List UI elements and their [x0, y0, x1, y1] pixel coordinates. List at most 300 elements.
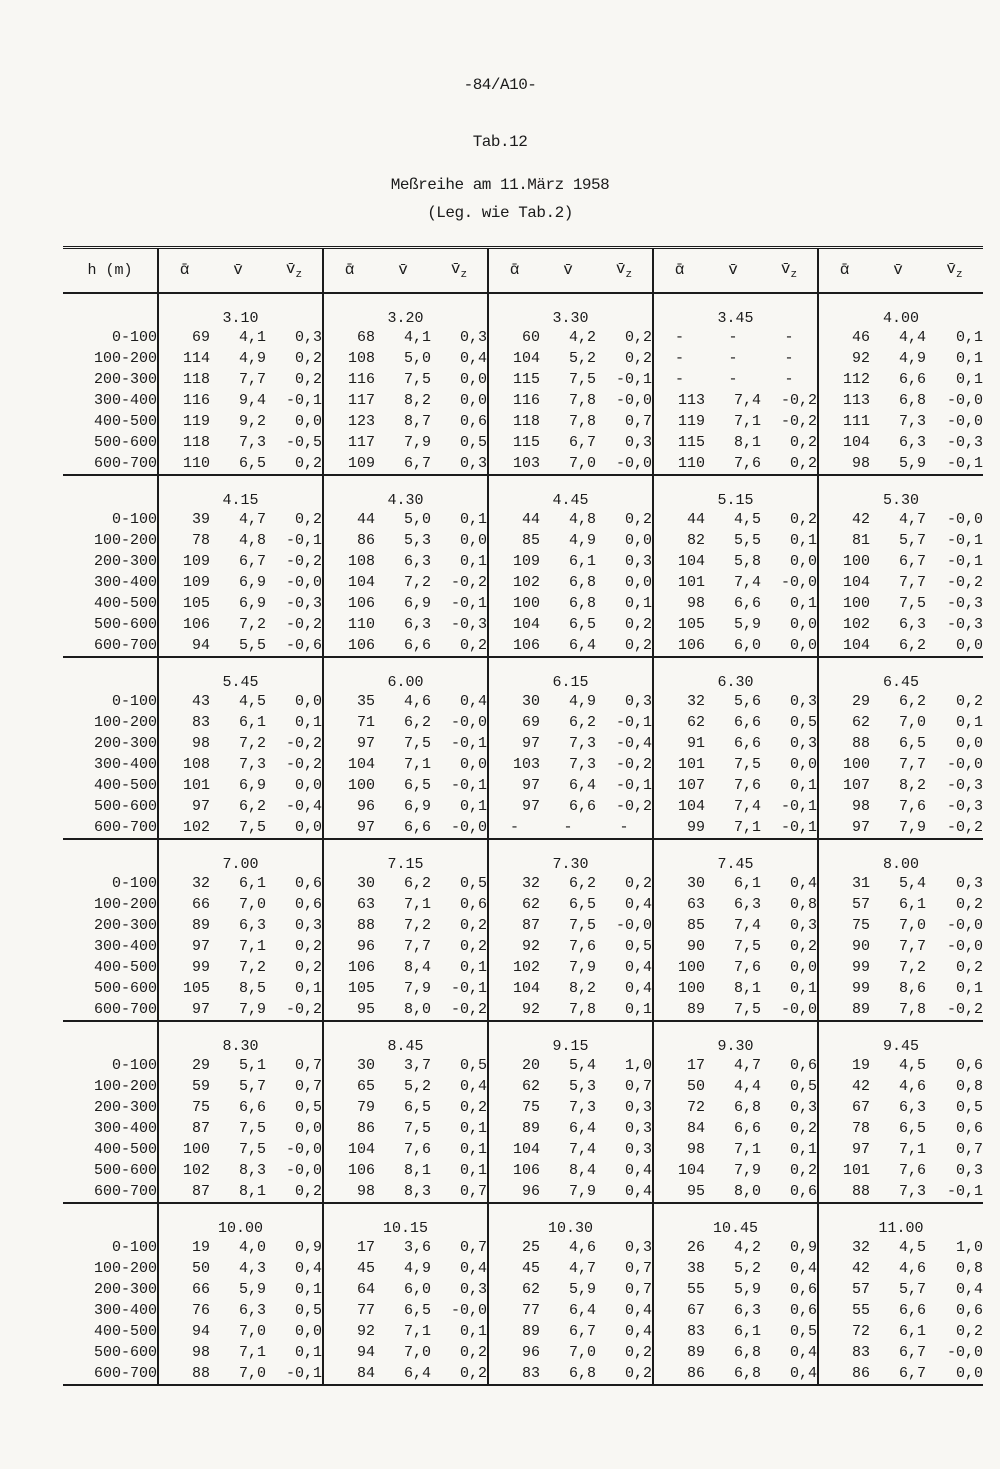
vz-value: 0,6 — [789, 1280, 817, 1298]
alpha-value: 45 — [488, 1258, 540, 1279]
v-header: v̄ — [728, 261, 738, 280]
vz-value: 0,1 — [459, 1140, 487, 1158]
alpha-value: 69 — [488, 712, 540, 733]
time-block — [63, 475, 983, 657]
alpha-value: 29 — [818, 691, 870, 712]
alpha-value: 104 — [488, 978, 540, 999]
alpha-value: 106 — [323, 635, 375, 657]
alpha-value: 104 — [323, 754, 375, 775]
alpha-value: 98 — [653, 593, 705, 614]
alpha-value: 90 — [818, 936, 870, 957]
time-label: 4.30 — [323, 475, 488, 509]
alpha-value: 62 — [653, 712, 705, 733]
v-value: 6,8 — [733, 1343, 761, 1361]
table-row — [63, 1321, 983, 1342]
vz-value: 0,2 — [624, 349, 652, 367]
vz-value: 0,7 — [459, 1182, 487, 1200]
v-value: 8,1 — [733, 433, 761, 451]
alpha-value: 89 — [158, 915, 210, 936]
alpha-value: 102 — [158, 817, 210, 839]
alpha-value: 98 — [323, 1181, 375, 1203]
height-range-cell: 200-300 — [93, 916, 157, 934]
v-value: 4,5 — [733, 510, 761, 528]
table-row — [63, 1300, 983, 1321]
alpha-value: 111 — [818, 411, 870, 432]
v-value: 7,1 — [733, 1140, 761, 1158]
alpha-value: 105 — [653, 614, 705, 635]
alpha-value: 104 — [323, 1139, 375, 1160]
v-value: 6,3 — [898, 1098, 926, 1116]
vz-value: 0,9 — [789, 1238, 817, 1256]
vz-value: 0,0 — [294, 412, 322, 430]
table-row — [63, 796, 983, 817]
time-row — [63, 1203, 983, 1237]
vz-value: -0,0 — [946, 937, 983, 955]
vz-value: 0,7 — [459, 1238, 487, 1256]
vz-value: -0,2 — [285, 755, 322, 773]
alpha-value: 118 — [158, 432, 210, 453]
v-value: 5,3 — [403, 531, 431, 549]
alpha-value: 57 — [818, 894, 870, 915]
alpha-value: 88 — [323, 915, 375, 936]
alpha-value: 39 — [158, 509, 210, 530]
alpha-value: 78 — [158, 530, 210, 551]
alpha-value: 83 — [488, 1363, 540, 1385]
alpha-value: 97 — [818, 817, 870, 839]
alpha-value: 109 — [488, 551, 540, 572]
vz-value: 0,6 — [294, 874, 322, 892]
table-row — [63, 957, 983, 978]
alpha-value: 91 — [653, 733, 705, 754]
vz-value: -0,1 — [450, 776, 487, 794]
vz-value: 0,5 — [789, 1322, 817, 1340]
height-range-cell: 400-500 — [93, 412, 157, 430]
alpha-value: 98 — [818, 453, 870, 475]
alpha-value: 116 — [158, 390, 210, 411]
vz-value: 0,4 — [789, 1259, 817, 1277]
vz-value: 0,5 — [955, 1098, 983, 1116]
alpha-value: 117 — [323, 432, 375, 453]
v-value: 7,0 — [898, 916, 926, 934]
vz-value: 0,2 — [459, 1364, 487, 1382]
vz-value: 0,3 — [789, 692, 817, 710]
alpha-value: 92 — [323, 1321, 375, 1342]
height-range-cell: 0-100 — [111, 328, 157, 346]
v-value: 6,4 — [403, 1364, 431, 1382]
v-value: 6,4 — [568, 1301, 596, 1319]
alpha-value: 95 — [653, 1181, 705, 1203]
time-row — [63, 657, 983, 691]
v-value: 7,6 — [898, 797, 926, 815]
vz-value: 0,2 — [955, 1322, 983, 1340]
table-row — [63, 999, 983, 1021]
vz-value: 0,3 — [955, 1161, 983, 1179]
v-value: 7,6 — [898, 1161, 926, 1179]
v-value: 7,1 — [403, 895, 431, 913]
vz-main-symbol: v̄ — [780, 259, 791, 278]
alpha-value: 66 — [158, 1279, 210, 1300]
alpha-value: 100 — [158, 1139, 210, 1160]
vz-value: 0,9 — [294, 1238, 322, 1256]
table-row — [63, 1181, 983, 1203]
vz-value: -0,3 — [946, 797, 983, 815]
alpha-value: 69 — [158, 327, 210, 348]
v-value: 4,8 — [238, 531, 266, 549]
vz-value: 0,3 — [789, 1098, 817, 1116]
time-block — [63, 1203, 983, 1385]
height-range-cell: 500-600 — [93, 1343, 157, 1361]
alpha-value: 68 — [323, 327, 375, 348]
vz-value: -0,2 — [615, 755, 652, 773]
vz-value: 0,2 — [624, 636, 652, 654]
header-row — [63, 248, 983, 293]
vz-value: 0,1 — [459, 1119, 487, 1137]
time-label: 6.00 — [323, 657, 488, 691]
v-value: 4,7 — [238, 510, 266, 528]
v-value: 4,9 — [403, 1259, 431, 1277]
table-row — [63, 453, 983, 475]
alpha-value: 60 — [488, 327, 540, 348]
v-value: 7,9 — [733, 1161, 761, 1179]
v-value: 7,6 — [733, 958, 761, 976]
height-range-cell: 300-400 — [93, 1301, 157, 1319]
height-range-cell: 500-600 — [93, 797, 157, 815]
vz-value: 0,2 — [294, 370, 322, 388]
alpha-value: 100 — [818, 593, 870, 614]
v-value: 8,0 — [403, 1000, 431, 1018]
v-value: 8,5 — [238, 979, 266, 997]
alpha-value: 94 — [158, 635, 210, 657]
table-row — [63, 1139, 983, 1160]
alpha-value: 83 — [818, 1342, 870, 1363]
time-label: 9.15 — [488, 1021, 653, 1055]
v-value: 7,7 — [238, 370, 266, 388]
v-value: 6,1 — [733, 874, 761, 892]
alpha-value: 92 — [818, 348, 870, 369]
v-value: 6,3 — [403, 552, 431, 570]
v-value: 8,1 — [403, 1161, 431, 1179]
vz-value: 0,1 — [459, 797, 487, 815]
time-block — [63, 293, 983, 475]
vz-value: 0,4 — [459, 349, 487, 367]
vz-value: -0,2 — [285, 734, 322, 752]
vz-value: -0,1 — [450, 979, 487, 997]
v-value: 7,9 — [238, 1000, 266, 1018]
measurement-table — [63, 246, 983, 1386]
time-row-spacer — [63, 293, 158, 327]
table-row — [63, 1097, 983, 1118]
height-range-cell: 500-600 — [93, 1161, 157, 1179]
time-label: 5.30 — [818, 475, 983, 509]
alpha-value: 101 — [653, 754, 705, 775]
alpha-value: 89 — [818, 999, 870, 1021]
alpha-value: 87 — [488, 915, 540, 936]
vz-value: 0,1 — [789, 531, 817, 549]
vz-value: 0,1 — [294, 1343, 322, 1361]
alpha-value: 45 — [323, 1258, 375, 1279]
table-row — [63, 1076, 983, 1097]
alpha-value: 17 — [323, 1237, 375, 1258]
vz-value: - — [784, 328, 794, 346]
v-value: 6,4 — [568, 1119, 596, 1137]
alpha-value: 96 — [323, 796, 375, 817]
table-row — [63, 894, 983, 915]
height-range-cell: 0-100 — [111, 1056, 157, 1074]
vz-value: -0,3 — [946, 615, 983, 633]
v-value: 5,3 — [568, 1077, 596, 1095]
height-range-cell: 0-100 — [111, 1238, 157, 1256]
vz-value: 0,2 — [294, 349, 322, 367]
v-value: 6,2 — [898, 636, 926, 654]
table-row — [63, 754, 983, 775]
alpha-value: 86 — [323, 1118, 375, 1139]
vz-value: -0,1 — [946, 1182, 983, 1200]
vz-value: -0,2 — [285, 552, 322, 570]
v-value: 6,3 — [898, 615, 926, 633]
alpha-value: 50 — [653, 1076, 705, 1097]
v-value: 6,9 — [238, 594, 266, 612]
v-value: 7,4 — [568, 1140, 596, 1158]
vz-value: 0,4 — [459, 692, 487, 710]
time-row — [63, 475, 983, 509]
vz-value: 0,7 — [624, 1259, 652, 1277]
vz-value: -0,2 — [285, 1000, 322, 1018]
vz-value: 0,6 — [955, 1119, 983, 1137]
v-value: 5,0 — [403, 510, 431, 528]
alpha-value: 86 — [323, 530, 375, 551]
height-range-cell: 600-700 — [93, 1000, 157, 1018]
v-value: 4,7 — [733, 1056, 761, 1074]
vz-value: 0,2 — [789, 510, 817, 528]
alpha-value: 75 — [818, 915, 870, 936]
v-value: 8,2 — [568, 979, 596, 997]
alpha-value: 97 — [488, 775, 540, 796]
vz-value: 0,0 — [459, 370, 487, 388]
alpha-value: 104 — [653, 551, 705, 572]
alpha-value: 106 — [158, 614, 210, 635]
alpha-value: 32 — [488, 873, 540, 894]
alpha-value: 100 — [488, 593, 540, 614]
vz-value: -0,2 — [946, 573, 983, 591]
time-label: 4.00 — [818, 293, 983, 327]
vz-value: 0,0 — [294, 1322, 322, 1340]
v-value: 3,6 — [403, 1238, 431, 1256]
alpha-value: 97 — [818, 1139, 870, 1160]
vz-value: 0,1 — [955, 349, 983, 367]
table-row — [63, 369, 983, 390]
v-value: 6,6 — [733, 594, 761, 612]
v-value: 6,6 — [403, 818, 431, 836]
alpha-value: 19 — [158, 1237, 210, 1258]
vz-value: -0,5 — [285, 433, 322, 451]
alpha-value: 107 — [818, 775, 870, 796]
alpha-value: 103 — [488, 453, 540, 475]
alpha-value: 88 — [818, 733, 870, 754]
v-value: 6,7 — [238, 552, 266, 570]
vz-value: 0,2 — [789, 937, 817, 955]
alpha-value: 89 — [488, 1118, 540, 1139]
vz-value: 0,2 — [459, 916, 487, 934]
v-value: 9,2 — [238, 412, 266, 430]
height-range-cell: 200-300 — [93, 1280, 157, 1298]
alpha-value: 99 — [653, 817, 705, 839]
alpha-value: 82 — [653, 530, 705, 551]
vz-main-symbol: v̄ — [615, 259, 626, 278]
vz-value: 0,5 — [294, 1301, 322, 1319]
v-value: 8,6 — [898, 979, 926, 997]
alpha-value: 97 — [488, 796, 540, 817]
v-value: 4,9 — [568, 692, 596, 710]
vz-value: 0,3 — [624, 1238, 652, 1256]
vz-value: 0,6 — [789, 1301, 817, 1319]
v-value: 6,2 — [238, 797, 266, 815]
vz-header — [761, 248, 818, 293]
vz-value: 0,1 — [955, 979, 983, 997]
vz-value: 0,3 — [294, 328, 322, 346]
v-value: 5,2 — [403, 1077, 431, 1095]
alpha-value: 109 — [323, 453, 375, 475]
time-label: 3.20 — [323, 293, 488, 327]
v-value: - — [728, 349, 738, 367]
alpha-value: 100 — [323, 775, 375, 796]
time-label: 6.30 — [653, 657, 818, 691]
alpha-value: 110 — [653, 453, 705, 475]
alpha-value: 118 — [488, 411, 540, 432]
alpha-value: 98 — [158, 733, 210, 754]
vz-value: 0,5 — [294, 1098, 322, 1116]
alpha-value: 106 — [488, 1160, 540, 1181]
alpha-value: 32 — [653, 691, 705, 712]
vz-value: 0,0 — [624, 573, 652, 591]
vz-value: 0,3 — [624, 552, 652, 570]
alpha-value: 104 — [818, 635, 870, 657]
vz-value: 0,0 — [789, 958, 817, 976]
table-row — [63, 691, 983, 712]
vz-value: -0,1 — [615, 713, 652, 731]
height-range-cell: 300-400 — [93, 755, 157, 773]
v-value: 6,8 — [898, 391, 926, 409]
vz-value: 0,7 — [624, 1280, 652, 1298]
alpha-value: 100 — [818, 551, 870, 572]
alpha-value: 72 — [818, 1321, 870, 1342]
v-value: 7,0 — [238, 895, 266, 913]
v-value: 7,3 — [238, 433, 266, 451]
vz-value: 0,1 — [955, 328, 983, 346]
v-value: 5,4 — [898, 874, 926, 892]
alpha-header: ᾱ — [323, 248, 375, 293]
vz-value: -0,1 — [615, 776, 652, 794]
v-value: 7,3 — [568, 755, 596, 773]
table-title: Tab.12 — [472, 133, 528, 151]
vz-value: 0,2 — [624, 1343, 652, 1361]
alpha-value: 55 — [818, 1300, 870, 1321]
vz-value: -0,0 — [615, 454, 652, 472]
alpha-value: 109 — [158, 572, 210, 593]
alpha-value: 62 — [488, 894, 540, 915]
vz-value: 0,1 — [955, 713, 983, 731]
vz-value: 0,1 — [789, 594, 817, 612]
vz-header — [266, 248, 323, 293]
time-label: 5.45 — [158, 657, 323, 691]
v-value: 6,7 — [898, 1343, 926, 1361]
alpha-value: 123 — [323, 411, 375, 432]
v-value: 6,7 — [568, 433, 596, 451]
v-value: 7,1 — [238, 1343, 266, 1361]
time-label: 10.30 — [488, 1203, 653, 1237]
time-label: 10.15 — [323, 1203, 488, 1237]
vz-value: -0,1 — [780, 797, 817, 815]
vz-value: 0,4 — [624, 958, 652, 976]
v-value: 7,0 — [238, 1364, 266, 1382]
table-row — [63, 873, 983, 894]
alpha-value: 110 — [158, 453, 210, 475]
vz-value: 0,2 — [789, 1161, 817, 1179]
vz-value: -0,1 — [450, 734, 487, 752]
v-value: 6,5 — [403, 1301, 431, 1319]
vz-main-symbol: v̄ — [285, 259, 296, 278]
vz-main-symbol: v̄ — [450, 259, 461, 278]
height-range-cell: 0-100 — [111, 692, 157, 710]
v-value: 7,2 — [238, 958, 266, 976]
alpha-value: 95 — [323, 999, 375, 1021]
v-value: 7,0 — [403, 1343, 431, 1361]
vz-value: 0,0 — [294, 692, 322, 710]
v-value: 7,1 — [898, 1140, 926, 1158]
v-value: 6,5 — [898, 1119, 926, 1137]
vz-value: 1,0 — [955, 1238, 983, 1256]
v-value: 6,1 — [898, 895, 926, 913]
v-value: 8,7 — [403, 412, 431, 430]
v-value: 4,1 — [403, 328, 431, 346]
table-row — [63, 509, 983, 530]
alpha-value: 44 — [323, 509, 375, 530]
v-value: 6,4 — [568, 776, 596, 794]
vz-value: -0,0 — [285, 573, 322, 591]
v-value: 7,9 — [898, 818, 926, 836]
alpha-value: 115 — [488, 432, 540, 453]
vz-subscript: z — [460, 268, 468, 281]
v-value: 7,0 — [568, 454, 596, 472]
vz-value: 0,1 — [789, 1140, 817, 1158]
alpha-value: 30 — [323, 873, 375, 894]
time-label: 7.30 — [488, 839, 653, 873]
alpha-value: 97 — [323, 733, 375, 754]
alpha-value: 30 — [653, 873, 705, 894]
alpha-value: 62 — [488, 1279, 540, 1300]
vz-value: 0,2 — [624, 328, 652, 346]
alpha-value: 102 — [158, 1160, 210, 1181]
v-value: 5,6 — [733, 692, 761, 710]
alpha-value: 119 — [158, 411, 210, 432]
alpha-value: 25 — [488, 1237, 540, 1258]
alpha-value: 65 — [323, 1076, 375, 1097]
v-value: 7,9 — [403, 979, 431, 997]
alpha-value: 101 — [158, 775, 210, 796]
vz-value: 0,2 — [294, 958, 322, 976]
v-value: 7,1 — [733, 412, 761, 430]
alpha-value: 104 — [488, 1139, 540, 1160]
vz-value: 0,4 — [624, 1182, 652, 1200]
vz-value: 0,1 — [955, 370, 983, 388]
v-value: 5,2 — [733, 1259, 761, 1277]
table-row — [63, 1237, 983, 1258]
vz-value: 0,2 — [624, 874, 652, 892]
v-value: 6,1 — [238, 874, 266, 892]
vz-value: -0,3 — [285, 594, 322, 612]
time-label: 9.45 — [818, 1021, 983, 1055]
alpha-value: 105 — [158, 593, 210, 614]
height-column-header: h (m) — [87, 261, 133, 279]
